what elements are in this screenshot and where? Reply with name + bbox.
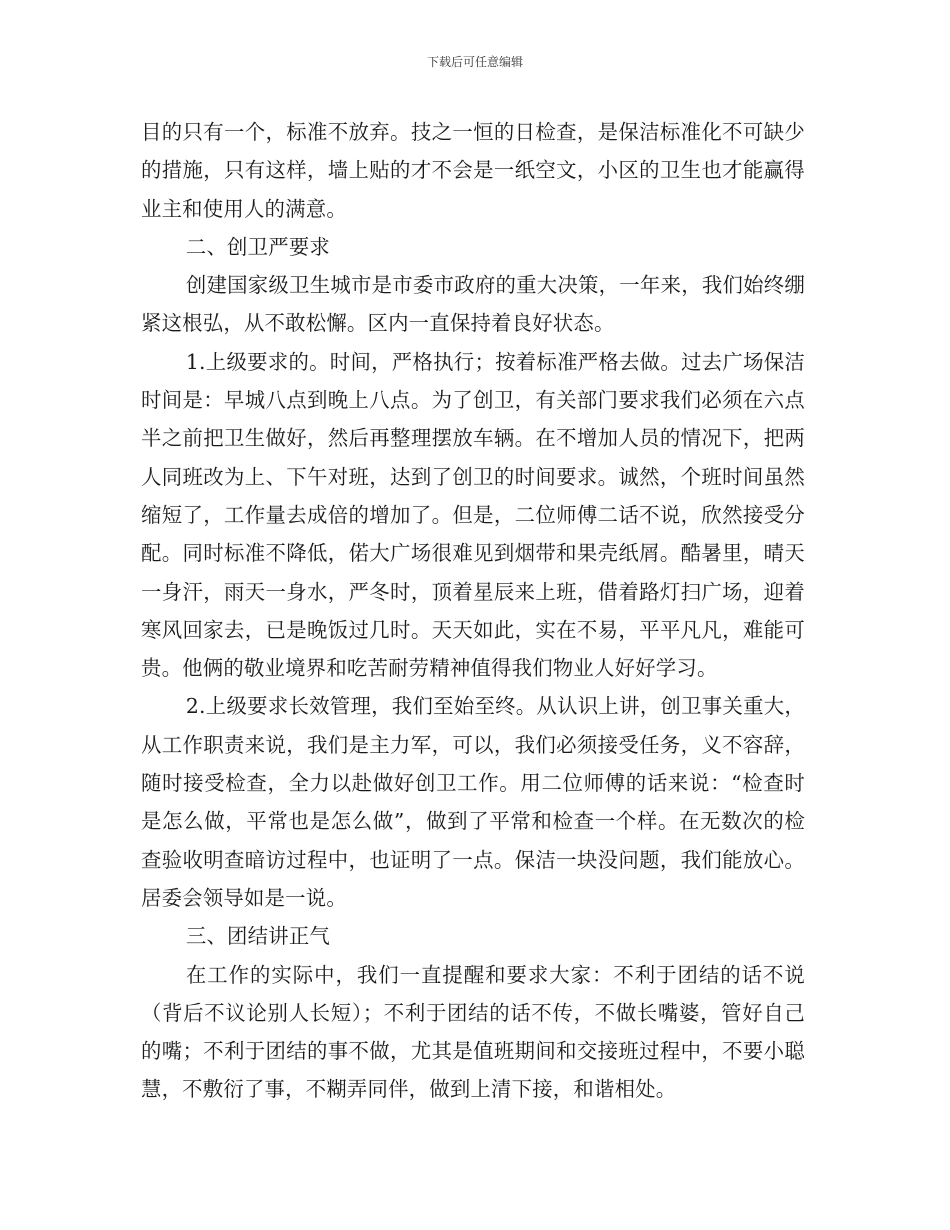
document-body bbox=[141, 113, 805, 1109]
paragraph: 在工作的实际中，我们一直提醒和要求大家：不利于团结的话不说（背后不议论别人长短）；不利于团结的话不传，不做长嘴婆，管好自己的嘴；不利于团结的事不做，尤其是值班期间和交接班过程中，不要小聪慧，不敷衍了事，不糊弄同伴，做到上清下接，和谐相处。 bbox=[141, 962, 805, 1102]
paragraph: 创建国家级卫生城市是市委市政府的重大决策，一年来，我们始终绷紧这根弘，从不敢松懈。区内一直保持着良好状态。 bbox=[141, 273, 805, 336]
page-header: 下载后可任意编辑 bbox=[426, 55, 523, 69]
section-heading: 三、团结讲正气 bbox=[185, 924, 331, 949]
paragraph: 目的只有一个，标准不放弃。技之一恒的日检查，是保洁标准化不可缺少的措施，只有这样，墙上贴的才不会是一纸空文，小区的卫生也才能赢得业主和使用人的满意。 bbox=[141, 120, 805, 221]
paragraph: 1.上级要求的。时间，严格执行；按着标准严格去做。过去广场保洁时间是：早城八点到晚上八点。为了创卫，有关部门要求我们必须在六点半之前把卫生做好，然后再整理摆放车辆。在不增加人员的情况下，把两人同班改为上、下午对班，达到了创卫的时间要求。诚然，个班时间虽然缩短了，工作量去成倍的增加了。但是，二位师傅二话不说，欣然接受分配。同时标准不降低，偌大广场很难见到烟带和果壳纸屑。酷暑里，晴天一身汗，雨天一身水，严冬时，顶着星辰来上班，借着路灯扫广场，迎着寒风回家去，已是晚饭过几时。天天如此，实在不易，平平凡凡，难能可贵。他俩的敬业境界和吃苦耐劳精神值得我们物业人好好学习。 bbox=[141, 349, 805, 681]
section-heading: 二、创卫严要求 bbox=[185, 234, 331, 259]
paragraph: 2.上级要求长效管理，我们至始至终。从认识上讲，创卫事关重大，从工作职责来说，我们是主力军，可以，我们必须接受任务，义不容辞，随时接受检查，全力以赴做好创卫工作。用二位师傅的话来说：“检查时是怎么做，平常也是怎么做”，做到了平常和检查一个样。在无数次的检查验收明查暗访过程中，也证明了一点。保洁一块没问题，我们能放心。居委会领导如是一说。 bbox=[141, 694, 805, 910]
